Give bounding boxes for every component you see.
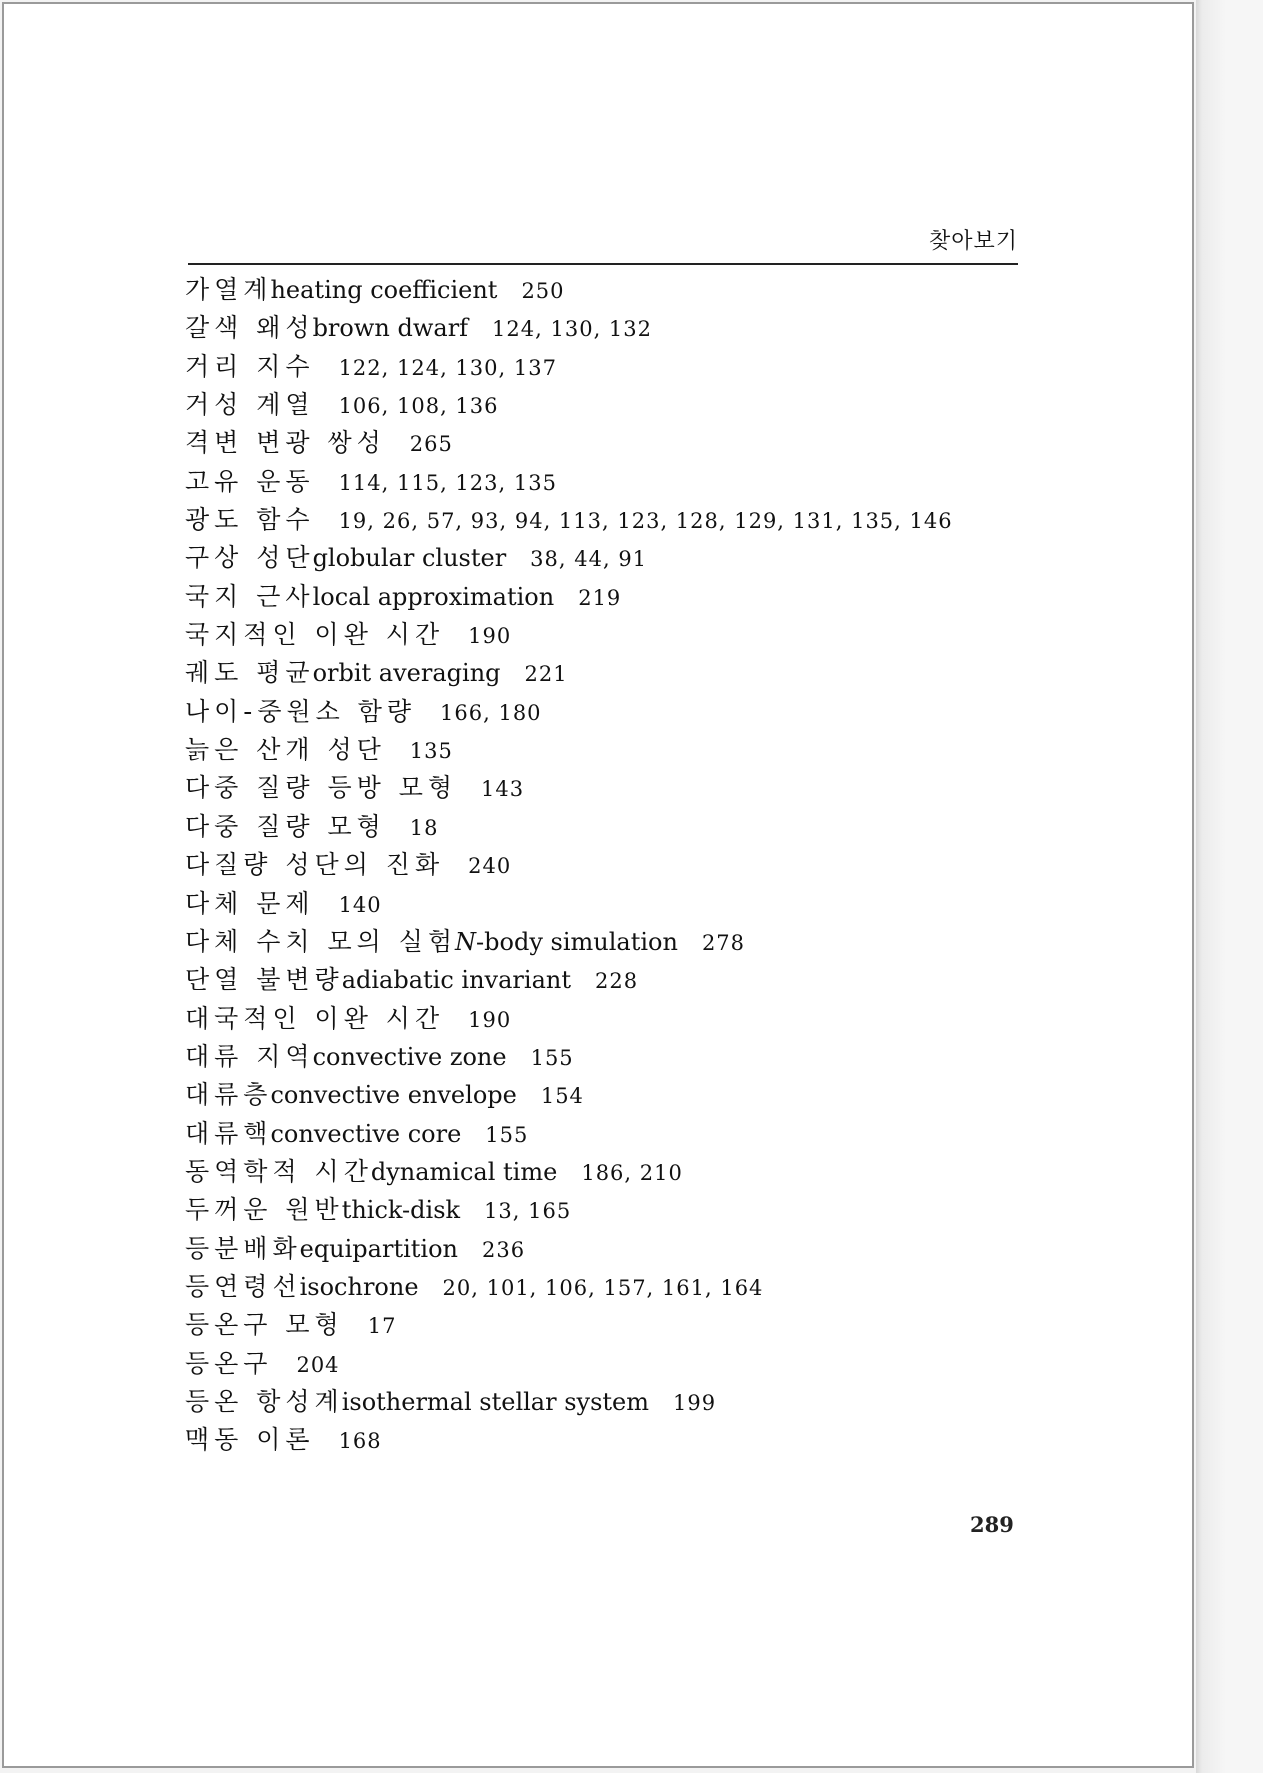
index-entry — [185, 616, 953, 654]
index-term-korean: 격변 변광 쌍성 — [185, 428, 386, 458]
index-term-korean: 등연령선 — [185, 1271, 302, 1301]
index-entry — [185, 654, 953, 692]
index-entry — [185, 309, 953, 347]
index-page-refs: 278 — [701, 930, 746, 955]
index-entry — [185, 1076, 953, 1114]
index-page-refs: 155 — [485, 1122, 529, 1147]
index-page-refs: 250 — [521, 279, 565, 303]
index-page-refs: 17 — [367, 1314, 397, 1339]
index-entry — [185, 769, 953, 807]
index-page-refs: 166, 180 — [440, 700, 542, 725]
index-term-english: dynamical time — [370, 1157, 558, 1186]
index-term-korean: 갈색 왜성 — [185, 313, 315, 343]
index-page-refs: 20, 101, 106, 157, 161, 164 — [442, 1275, 764, 1300]
index-entry — [185, 1383, 953, 1421]
index-term-korean: 다질량 성단의 진화 — [185, 850, 445, 880]
index-entry — [185, 271, 953, 309]
header-rule — [188, 263, 1018, 265]
index-term-korean: 다체 수치 모의 실험 — [185, 926, 458, 956]
index-page-refs: 240 — [468, 854, 512, 879]
index-entry — [185, 961, 953, 999]
index-term-korean: 고유 운동 — [185, 466, 315, 496]
index-entry — [185, 846, 953, 884]
index-entry — [185, 1038, 953, 1076]
index-entry — [185, 808, 953, 846]
index-term-korean: 등분배화 — [185, 1233, 302, 1263]
index-term-english: orbit averaging — [312, 659, 501, 688]
index-term-korean: 구상 성단 — [185, 543, 315, 573]
index-entry — [185, 1421, 953, 1459]
index-term-english: isothermal stellar system — [341, 1387, 650, 1416]
index-entry — [185, 923, 953, 961]
page-edge-shadow — [1196, 0, 1263, 1773]
index-page-refs: 122, 124, 130, 137 — [338, 355, 557, 380]
index-term-korean: 대류층 — [185, 1080, 273, 1110]
index-page-refs: 143 — [481, 777, 525, 802]
index-term-english: adiabatic invariant — [341, 966, 571, 995]
index-term-english: local approximation — [312, 582, 555, 611]
index-page-refs: 265 — [409, 432, 453, 457]
index-entry — [185, 578, 953, 616]
index-term-korean: 다체 문제 — [185, 888, 315, 918]
index-entry — [185, 1000, 953, 1038]
index-page-refs: 190 — [468, 1007, 512, 1032]
index-entry — [185, 885, 953, 923]
index-page-refs: 199 — [673, 1390, 717, 1415]
index-list — [185, 271, 953, 1460]
index-term-korean: 나이-중원소 함량 — [185, 696, 417, 726]
index-entry — [185, 1230, 953, 1268]
index-page-refs: 13, 165 — [484, 1199, 572, 1224]
page-number: 289 — [970, 1512, 1014, 1537]
index-page-refs: 221 — [524, 662, 568, 687]
index-term-korean: 두꺼운 원반 — [185, 1195, 344, 1225]
index-page-refs: 204 — [296, 1352, 340, 1377]
index-page-refs: 124, 130, 132 — [492, 317, 652, 342]
index-term-english: heating coefficient — [270, 276, 498, 304]
index-term-korean: 대류 지역 — [185, 1041, 315, 1071]
index-entry — [185, 1306, 953, 1344]
index-term-korean: 가열계 — [185, 275, 273, 304]
index-term-korean: 궤도 평균 — [185, 658, 315, 688]
index-entry — [185, 1191, 953, 1229]
index-term-korean: 등온 항성계 — [185, 1386, 344, 1416]
index-entry — [185, 1345, 953, 1383]
index-entry — [185, 386, 953, 424]
index-entry — [185, 1115, 953, 1153]
index-entry — [185, 1153, 953, 1191]
index-term-korean: 단열 불변량 — [185, 965, 344, 995]
index-term-english: convective envelope — [270, 1081, 517, 1110]
index-term-korean: 등온구 — [185, 1348, 273, 1378]
index-term-english: isochrone — [299, 1272, 419, 1301]
index-term-english: globular cluster — [312, 544, 507, 573]
index-term-korean: 대국적인 이완 시간 — [185, 1003, 445, 1033]
index-term-korean: 광도 함수 — [185, 505, 315, 535]
index-page-refs: 154 — [540, 1084, 584, 1109]
index-entry — [185, 539, 953, 577]
index-term-english: brown dwarf — [312, 314, 469, 343]
index-page-refs: 106, 108, 136 — [338, 394, 499, 419]
index-term-korean: 동역학적 시간 — [185, 1156, 373, 1186]
index-page-refs: 168 — [338, 1429, 382, 1454]
index-term-korean: 다중 질량 모형 — [185, 811, 386, 841]
index-term-korean: 대류핵 — [185, 1118, 273, 1148]
running-header: 찾아보기 — [928, 229, 1018, 254]
index-page-refs: 186, 210 — [581, 1160, 683, 1185]
index-page-refs: 219 — [578, 585, 622, 610]
index-term-korean: 맥동 이론 — [185, 1425, 315, 1455]
index-term-english: N-body simulation — [455, 927, 678, 956]
index-page-refs: 190 — [468, 624, 512, 649]
index-page-refs: 38, 44, 91 — [530, 547, 648, 572]
index-term-korean: 국지 근사 — [185, 581, 315, 611]
index-page-refs: 155 — [530, 1045, 574, 1070]
index-page-refs: 140 — [338, 892, 382, 917]
index-term-korean: 국지적인 이완 시간 — [185, 620, 445, 650]
index-entry — [185, 348, 953, 386]
index-entry — [185, 501, 953, 539]
index-term-english: convective core — [270, 1119, 462, 1148]
index-term-english: convective zone — [312, 1042, 507, 1071]
index-entry — [185, 693, 953, 731]
index-page-refs: 135 — [409, 739, 453, 764]
index-page-refs: 19, 26, 57, 93, 94, 113, 123, 128, 129, 131, 135, 146 — [338, 509, 953, 534]
index-term-korean: 거성 계열 — [185, 390, 315, 420]
index-term-english: equipartition — [299, 1234, 458, 1263]
index-page-refs: 18 — [409, 815, 439, 840]
index-entry — [185, 463, 953, 501]
index-entry — [185, 731, 953, 769]
index-page-refs: 228 — [594, 969, 639, 994]
index-entry — [185, 1268, 953, 1306]
index-term-korean: 거리 지수 — [185, 351, 315, 381]
index-page-refs: 114, 115, 123, 135 — [338, 470, 557, 495]
index-term-english: thick-disk — [341, 1196, 461, 1225]
index-page-refs: 236 — [482, 1237, 526, 1262]
index-term-korean: 늙은 산개 성단 — [185, 735, 386, 765]
index-entry — [185, 424, 953, 462]
index-term-korean: 다중 질량 등방 모형 — [185, 773, 458, 803]
index-term-korean: 등온구 모형 — [185, 1310, 344, 1340]
